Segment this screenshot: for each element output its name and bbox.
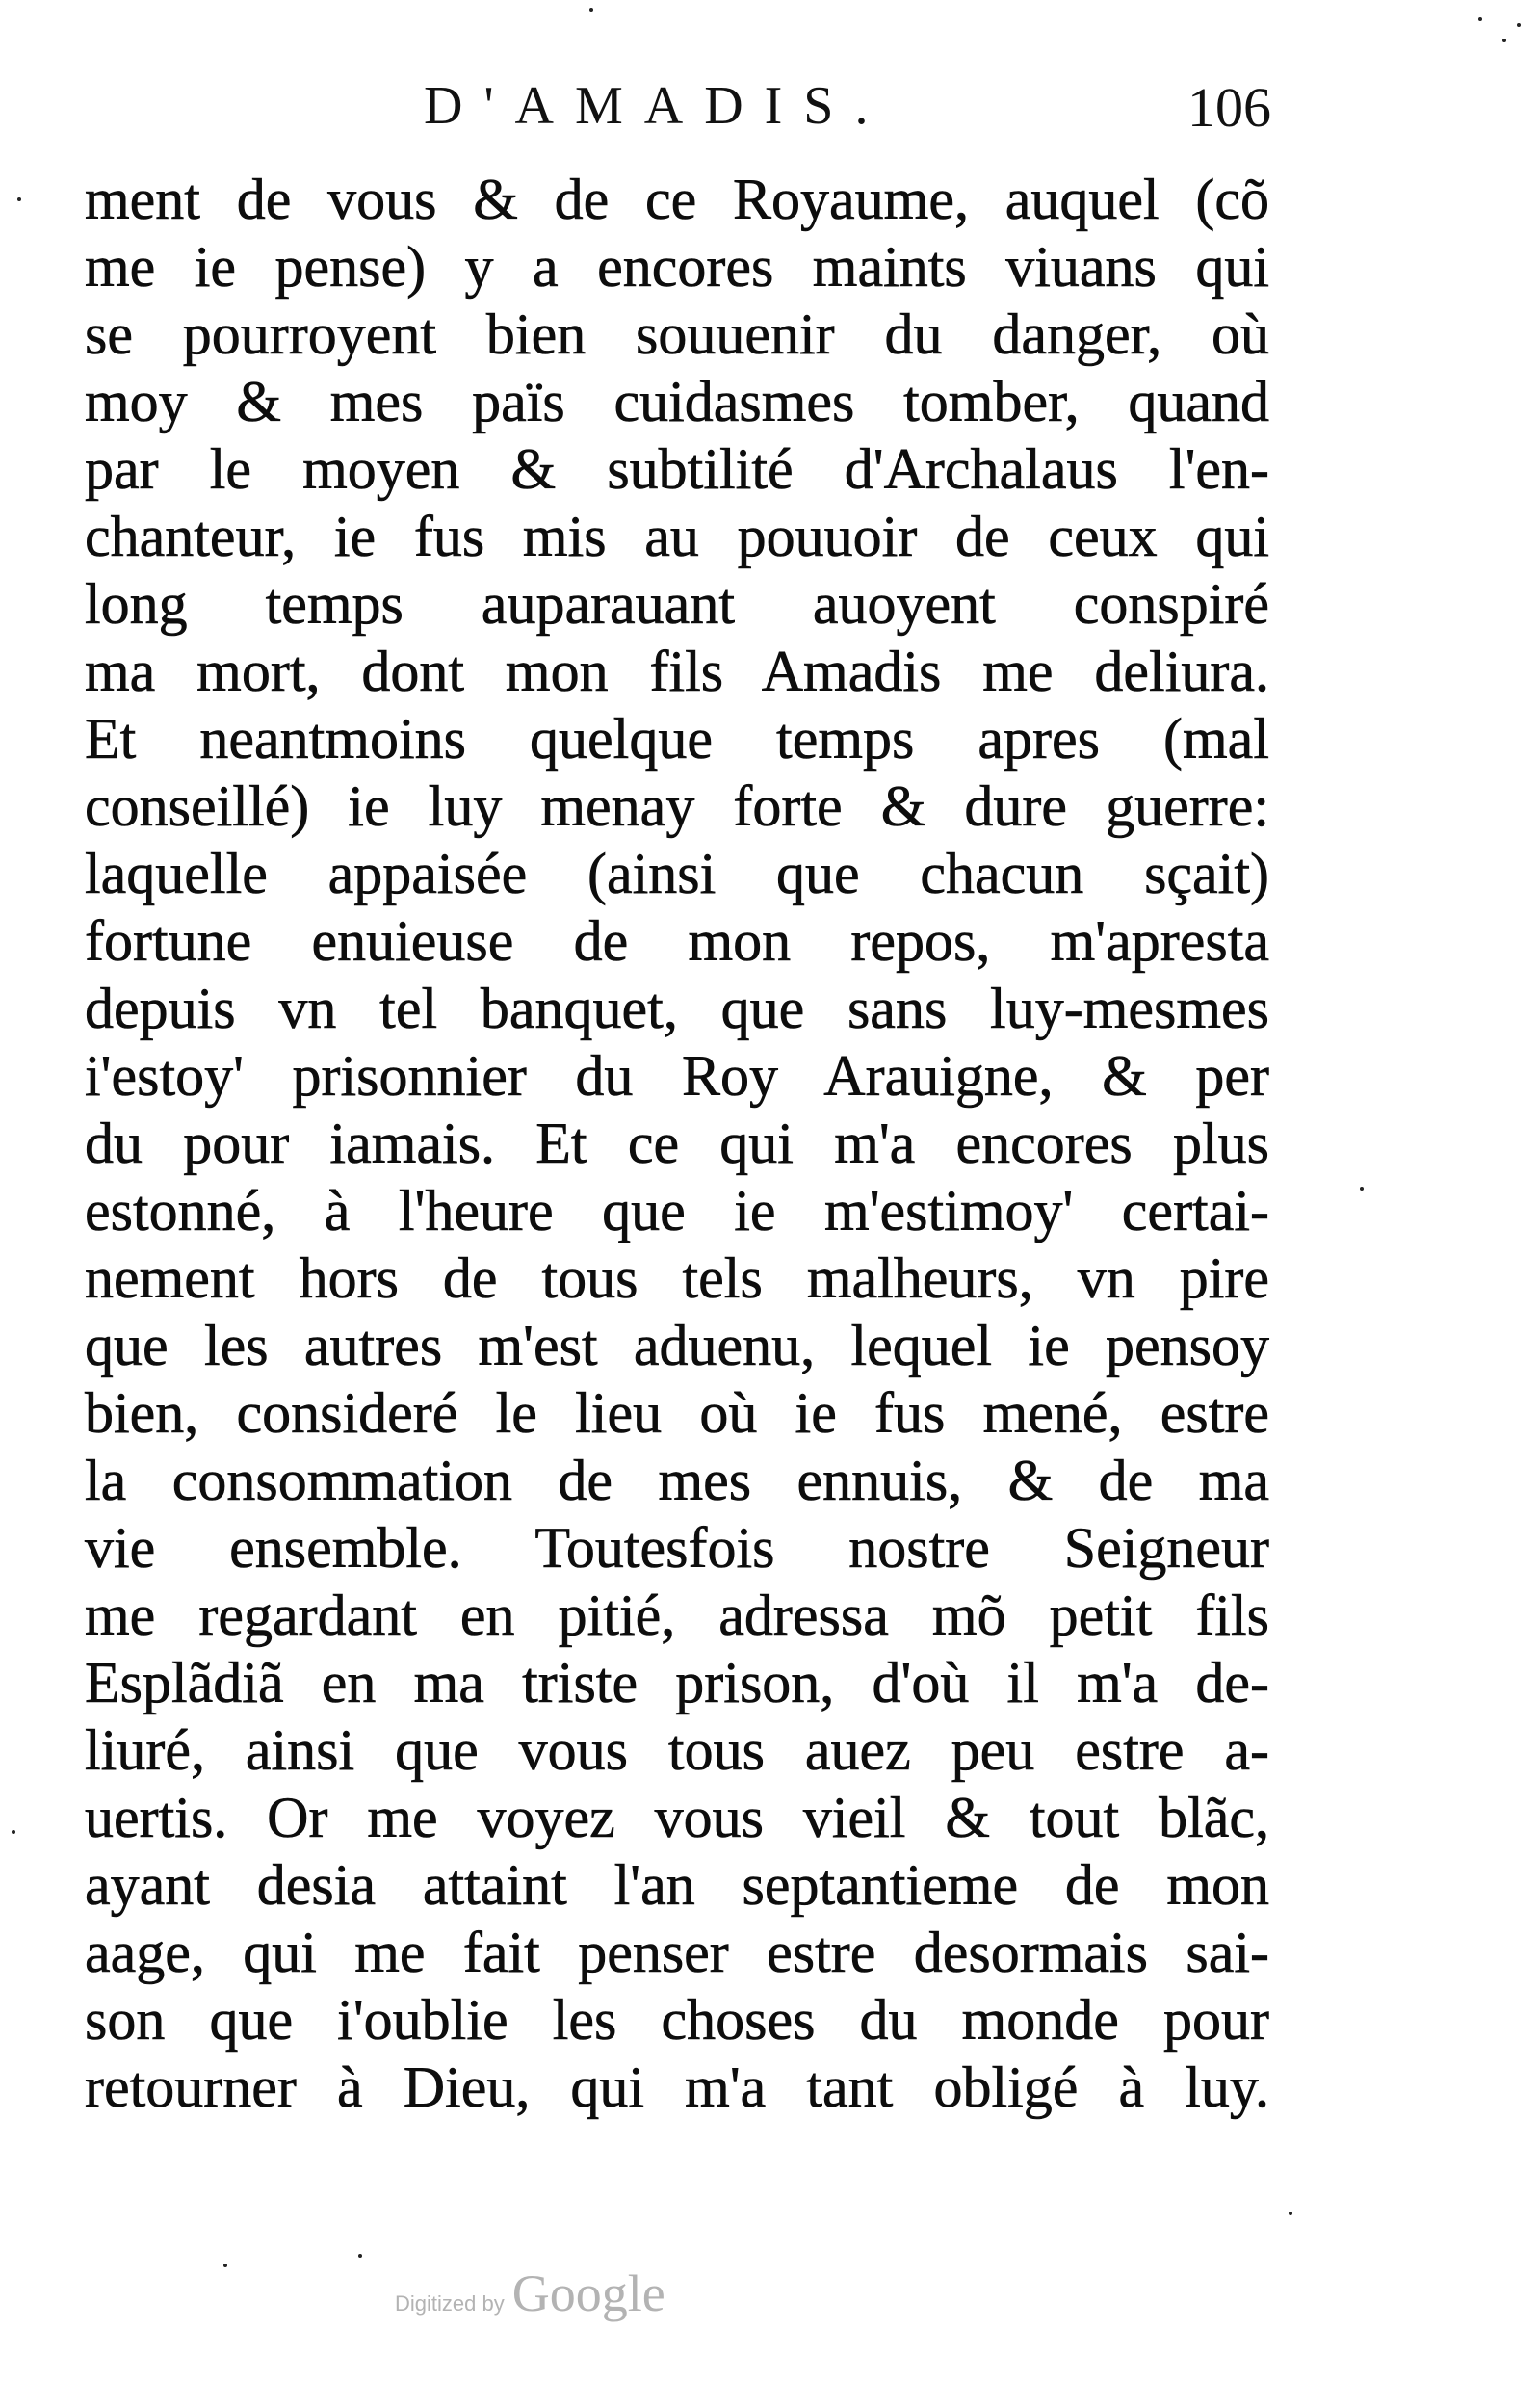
text-line: ment de vous & de ce Royaume, auquel (cõ (85, 168, 1269, 231)
text-line: depuis vn tel banquet, que sans luy-mesmes (85, 977, 1269, 1040)
text-line: aage, qui me fait penser estre desormais sai- (85, 1921, 1269, 1984)
scan-speck (1502, 39, 1506, 42)
text-line: vie ensemble. Toutesfois nostre Seigneur (85, 1516, 1269, 1580)
scan-speck (223, 2264, 227, 2267)
text-line: i'estoy' prisonnier du Roy Arauigne, & per (85, 1044, 1269, 1108)
watermark-brand: Google (511, 2264, 665, 2322)
scan-speck (589, 8, 593, 12)
text-line: uertis. Or me voyez vous vieil & tout blãc, (85, 1786, 1269, 1849)
text-line: retourner à Dieu, qui m'a tant obligé à luy. (85, 2055, 1269, 2119)
text-line: fortune enuieuse de mon repos, m'apresta (85, 909, 1269, 973)
scan-speck (12, 1830, 15, 1834)
text-line: Et neantmoins quelque temps apres (mal (85, 707, 1269, 771)
text-line: laquelle appaisée (ainsi que chacun sçait) (85, 842, 1269, 905)
scan-speck (17, 197, 21, 201)
text-line: bien, consideré le lieu où ie fus mené, estre (85, 1381, 1269, 1445)
running-head: D'AMADIS. (424, 76, 890, 136)
scan-speck (1517, 23, 1521, 27)
text-line: conseillé) ie luy menay forte & dure guerre: (85, 774, 1269, 838)
text-line: ma mort, dont mon fils Amadis me deliura. (85, 640, 1269, 703)
text-line: moy & mes païs cuidasmes tomber, quand (85, 370, 1269, 433)
digitized-by-google-watermark (395, 2264, 665, 2323)
page-number: 106 (1187, 76, 1271, 139)
text-line: que les autres m'est aduenu, lequel ie pensoy (85, 1314, 1269, 1377)
text-line: me ie pense) y a encores maints viuans qui (85, 235, 1269, 299)
text-line: se pourroyent bien souuenir du danger, où (85, 302, 1269, 366)
text-line: par le moyen & subtilité d'Archalaus l'en- (85, 437, 1269, 501)
text-line: chanteur, ie fus mis au pouuoir de ceux qui (85, 505, 1269, 568)
text-line: estonné, à l'heure que ie m'estimoy' certai- (85, 1179, 1269, 1243)
scan-speck (1289, 2212, 1292, 2215)
text-line: long temps auparauant auoyent conspiré (85, 572, 1269, 636)
page-header (77, 75, 1271, 162)
text-line: Esplãdiã en ma triste prison, d'où il m'a de- (85, 1651, 1269, 1714)
scan-speck (1478, 17, 1482, 21)
text-line: me regardant en pitié, adressa mõ petit fils (85, 1584, 1269, 1647)
text-line: liuré, ainsi que vous tous auez peu estre a- (85, 1718, 1269, 1782)
scan-speck (1360, 1187, 1364, 1191)
watermark-prefix: Digitized by (395, 2291, 505, 2316)
text-line: du pour iamais. Et ce qui m'a encores plus (85, 1112, 1269, 1175)
body-text (85, 166, 1269, 2121)
text-line: nement hors de tous tels malheurs, vn pire (85, 1246, 1269, 1310)
text-line: la consommation de mes ennuis, & de ma (85, 1449, 1269, 1512)
text-line: son que i'oublie les choses du monde pour (85, 1988, 1269, 2052)
text-line: ayant desia attaint l'an septantieme de mon (85, 1853, 1269, 1917)
scan-speck (358, 2254, 362, 2258)
